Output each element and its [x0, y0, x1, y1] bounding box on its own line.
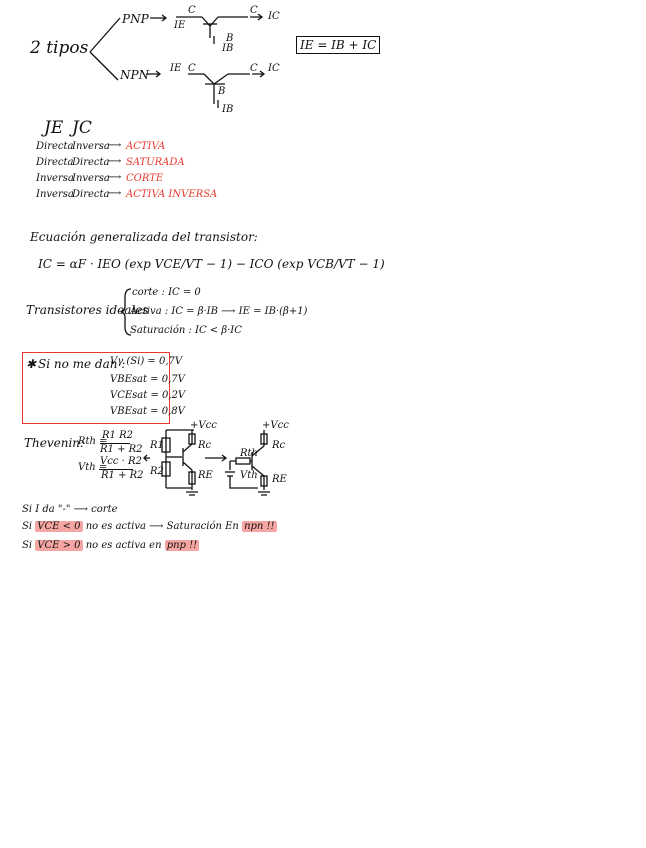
- vth-numerator: Vcc · R2: [100, 456, 142, 467]
- ideal-title: Transistores ideales: [26, 303, 149, 317]
- npn-b-label: B: [218, 86, 226, 97]
- je-header: JE: [44, 118, 64, 138]
- pnp-ib-label: IB: [222, 43, 234, 54]
- thevenin-title: Thevenin:: [24, 436, 85, 450]
- mode-row-1-jc: Inversa: [72, 141, 110, 152]
- vth-denominator: R1 + R2: [101, 470, 144, 481]
- arrow-icon: ⟶: [107, 188, 122, 199]
- r1-label: R1: [150, 440, 164, 451]
- value-vbesat-2: VBEsat = 0,8V: [110, 406, 185, 417]
- rc-label-1: Rc: [198, 440, 212, 451]
- arrow-icon: ⟶: [107, 172, 122, 183]
- pnp-ie-label: IE: [174, 20, 186, 31]
- mode-row-2-jc: Directa: [72, 157, 110, 168]
- mode-row-4-mode: ACTIVA INVERSA: [126, 189, 218, 200]
- jc-header: JC: [72, 118, 92, 138]
- mode-row-2-mode: SATURADA: [126, 157, 185, 168]
- mode-row-4-je: Inversa: [36, 189, 74, 200]
- note-2-text: no es activa ⟶ Saturación En: [85, 521, 239, 532]
- npn-c1-label: C: [188, 63, 196, 74]
- note-2-highlight-2: npn !!: [244, 521, 275, 532]
- value-vcesat: VCEsat = 0,2V: [110, 390, 186, 401]
- equation-title: Ecuación generalizada del transistor:: [30, 230, 258, 244]
- ideal-activa: Activa : IC = β·IB ⟶ IE = IB·(β+1): [130, 306, 308, 317]
- note-3-text: no es activa en: [85, 540, 162, 551]
- vth-label: Vth: [240, 470, 258, 481]
- note-2-highlight: VCE < 0: [37, 521, 81, 532]
- rth-label: Rth: [240, 448, 258, 459]
- pnp-b-label: B: [226, 33, 234, 44]
- pnp-ic-label: IC: [268, 11, 280, 22]
- note-3-prefix: Si: [22, 540, 33, 551]
- mode-row-3-mode: CORTE: [126, 173, 164, 184]
- value-vgamma: Vγ (Si) = 0,7V: [110, 356, 183, 367]
- pnp-label: PNP: [122, 12, 149, 26]
- vcc-label-1: +Vcc: [190, 420, 217, 431]
- npn-ib-label: IB: [222, 104, 234, 115]
- rth-denominator: R1 + R2: [100, 444, 143, 455]
- mode-row-1-je: Directa: [36, 141, 74, 152]
- note-line-2: [22, 521, 277, 532]
- npn-ie-label: IE: [170, 63, 182, 74]
- default-values-title: Si no me dan :: [38, 357, 126, 371]
- arrow-icon: ⟶: [107, 156, 122, 167]
- current-sum-formula: IE = IB + IC: [296, 36, 380, 54]
- note-3-highlight: VCE > 0: [37, 540, 81, 551]
- npn-label: NPN: [120, 68, 150, 82]
- mode-row-3-jc: Inversa: [72, 173, 110, 184]
- r2-label: R2: [150, 466, 164, 477]
- mode-row-4-jc: Directa: [72, 189, 110, 200]
- vcc-label-2: +Vcc: [262, 420, 289, 431]
- asterisk-icon: ✱: [26, 357, 37, 371]
- re-label-2: RE: [272, 474, 287, 485]
- types-title: 2 tipos: [30, 38, 89, 58]
- vth-lhs: Vth =: [78, 462, 108, 473]
- rth-numerator: R1 R2: [102, 430, 133, 441]
- npn-c2-label: C: [250, 63, 258, 74]
- arrow-icon: ⟶: [107, 140, 122, 151]
- note-line-1: Si I da "-" ⟶ corte: [22, 504, 118, 515]
- ideal-saturacion: Saturación : IC < β·IC: [130, 325, 242, 336]
- note-3-highlight-2: pnp !!: [166, 540, 198, 551]
- note-2-prefix: Si: [22, 521, 33, 532]
- mode-row-3-je: Inversa: [36, 173, 74, 184]
- npn-ic-label: IC: [268, 63, 280, 74]
- mode-row-2-je: Directa: [36, 157, 74, 168]
- pnp-c2-label: C: [250, 5, 258, 16]
- note-line-3: [22, 540, 199, 551]
- re-label-1: RE: [198, 470, 213, 481]
- equation-formula: IC = αF · IEO (exp VCE/VT − 1) − ICO (exp VCB/VT − 1): [38, 257, 385, 271]
- rc-label-2: Rc: [272, 440, 286, 451]
- value-vbesat-1: VBEsat = 0,7V: [110, 374, 185, 385]
- rth-lhs: Rth =: [78, 436, 108, 447]
- mode-row-1-mode: ACTIVA: [126, 141, 166, 152]
- ideal-corte: corte : IC = 0: [132, 287, 201, 298]
- pnp-c1-label: C: [188, 5, 196, 16]
